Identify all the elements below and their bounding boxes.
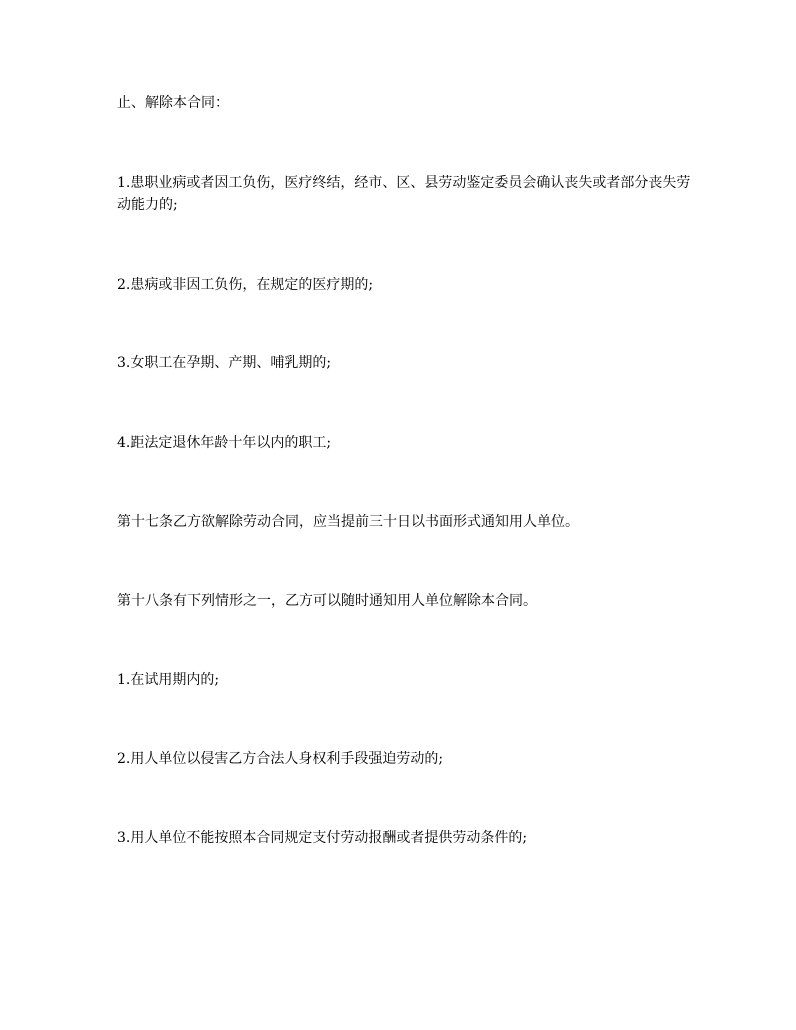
paragraph-item-4-retirement: 4.距法定退休年龄十年以内的职工; bbox=[117, 435, 332, 451]
paragraph-article-17: 第十七条乙方欲解除劳动合同，应当提前三十日以书面形式通知用人单位。 bbox=[117, 514, 579, 530]
paragraph-item-1-probation: 1.在试用期内的; bbox=[117, 672, 220, 688]
paragraph-item-1-occupational-disease: 1.患职业病或者因工负伤，医疗终结，经市、区、县劳动鉴定委员会确认丧失或者部分丧失劳动能力的; bbox=[117, 175, 691, 213]
paragraph-item-2-forced-labor: 2.用人单位以侵害乙方合法人身权利手段强迫劳动的; bbox=[117, 751, 444, 767]
paragraph-item-3-payment: 3.用人单位不能按照本合同规定支付劳动报酬或者提供劳动条件的; bbox=[117, 830, 528, 846]
paragraph-article-18: 第十八条有下列情形之一，乙方可以随时通知用人单位解除本合同。 bbox=[117, 593, 537, 609]
paragraph-clause-intro: 止、解除本合同： bbox=[117, 95, 229, 111]
paragraph-item-2-illness: 2.患病或非因工负伤，在规定的医疗期的; bbox=[117, 277, 374, 293]
paragraph-item-3-female-worker: 3.女职工在孕期、产期、哺乳期的; bbox=[117, 355, 332, 371]
